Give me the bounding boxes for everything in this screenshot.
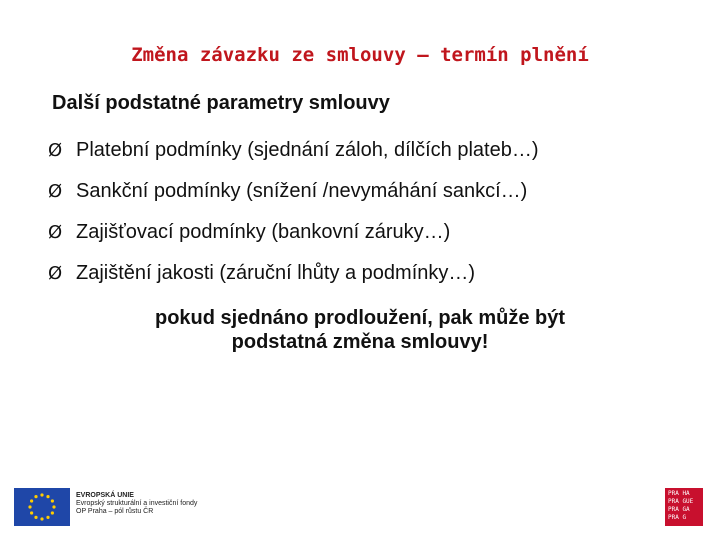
bullet-item: [48, 177, 708, 205]
eu-star: [46, 495, 49, 498]
bullet-item: [48, 259, 708, 287]
slide-subtitle: Další podstatné parametry smlouvy: [52, 92, 390, 114]
eu-stars-icon: [14, 488, 70, 526]
eu-star: [40, 517, 43, 520]
emphasis-note: [60, 306, 660, 354]
bullet-text: Zajišťovací podmínky (bankovní záruky…): [76, 220, 451, 243]
bullet-item: [48, 136, 708, 164]
bullet-text: Sankční podmínky (snížení /nevymáhání sankcí…): [76, 179, 528, 202]
eu-line: OP Praha – pól růstu ČR: [76, 508, 154, 515]
bullet-list: [48, 136, 708, 300]
eu-star: [30, 511, 33, 514]
arrow-bullet-icon: Ø: [48, 221, 63, 243]
arrow-bullet-icon: Ø: [48, 180, 63, 202]
eu-star: [34, 516, 37, 519]
note-line: podstatná změna smlouvy!: [231, 331, 489, 353]
praha-logo-line: PRA GUE: [668, 498, 694, 505]
eu-star: [51, 511, 54, 514]
praha-logo-line: PRA G: [668, 514, 687, 521]
eu-star: [34, 495, 37, 498]
bullet-text: Zajištění jakosti (záruční lhůty a podmínky…): [76, 261, 476, 284]
eu-star: [46, 516, 49, 519]
eu-star: [51, 499, 54, 502]
eu-star: [40, 493, 43, 496]
eu-title: EVROPSKÁ UNIE: [76, 492, 134, 499]
eu-flag-icon: [14, 488, 70, 526]
arrow-bullet-icon: Ø: [48, 139, 63, 161]
slide-title: Změna závazku ze smlouvy – termín plnění: [131, 44, 589, 66]
eu-star: [28, 505, 31, 508]
note-line: pokud sjednáno prodloužení, pak může být: [154, 307, 566, 329]
footer: [0, 484, 720, 540]
eu-star: [30, 499, 33, 502]
praha-logo: [665, 488, 703, 526]
eu-line: Evropský strukturální a investiční fondy: [76, 500, 198, 507]
arrow-bullet-icon: Ø: [48, 262, 63, 284]
bullet-text: Platební podmínky (sjednání záloh, dílčích plateb…): [76, 138, 539, 161]
eu-funding-text: [76, 492, 197, 516]
praha-logo-line: PRA HA: [668, 490, 690, 497]
bullet-item: [48, 218, 708, 246]
praha-logo-line: PRA GA: [668, 506, 690, 513]
eu-star: [52, 505, 55, 508]
